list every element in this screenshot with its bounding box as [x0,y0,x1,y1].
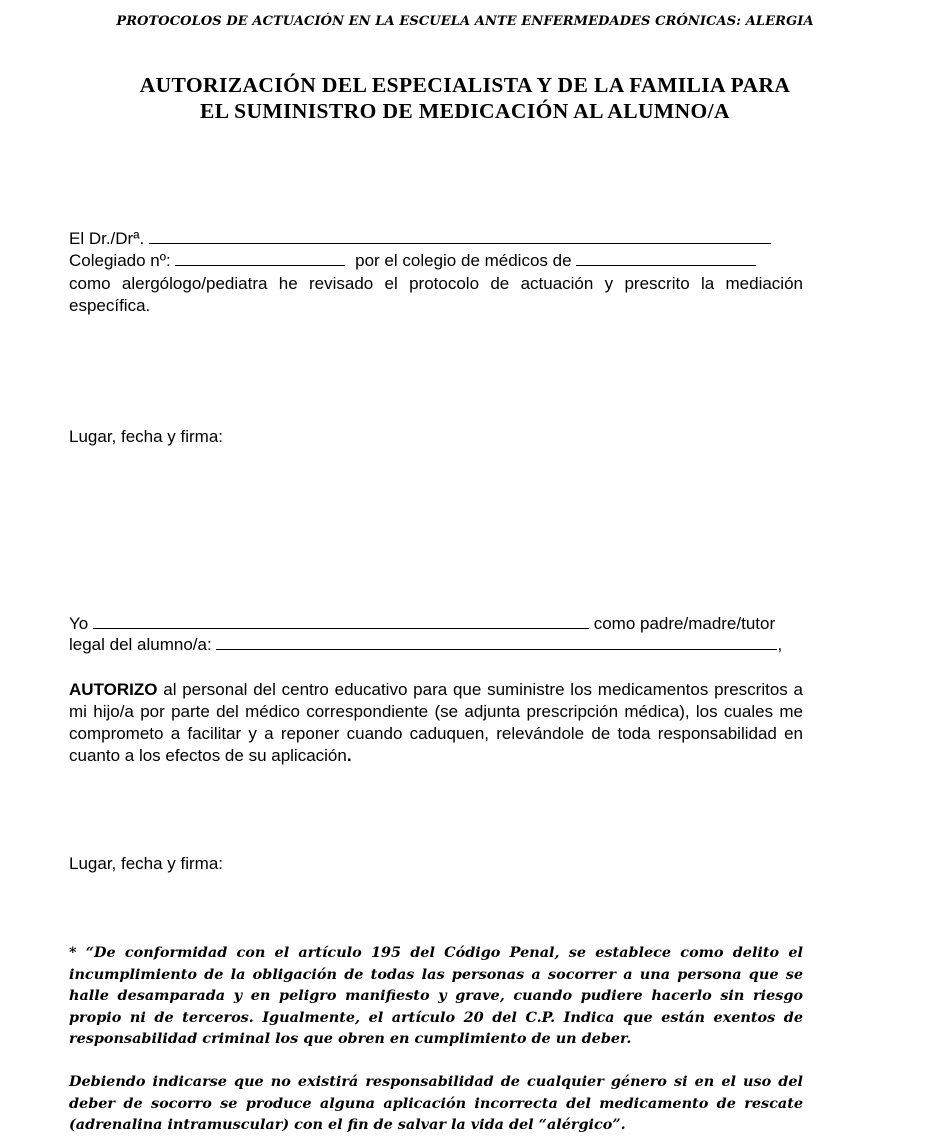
document-title [0,72,930,124]
parent-name-field[interactable] [93,614,589,629]
yo-label: Yo [69,614,89,633]
doctor-statement: como alergólogo/pediatra he revisado el protocolo de actuación y prescrito la mediación específica. [69,274,803,315]
autorizo-word: AUTORIZO [69,680,158,699]
footnote-paragraph-1: * “De conformidad con el artículo 195 del Código Penal, se establece como delito el incumplimiento de la obligación de todas las personas a socorrer a una persona que se halle desamparada y en peligro manifiesto y grave, cuando pudiere hacerlo sin riesgo propio ni de terceros. Igualmente, el artículo 20 del C.P. Indica que están exentos de responsabilidad criminal los que obren en cumplimiento de un deber. [69,944,803,1048]
colegiado-row [69,251,803,271]
title-line-2: EL SUMINISTRO DE MEDICACIÓN AL ALUMNO/A [200,99,730,123]
yo-row [69,614,805,634]
legal-row [69,635,782,655]
family-signature-label: Lugar, fecha y firma: [69,854,224,873]
doctor-name-row [69,229,771,249]
authorization-paragraph [69,679,803,767]
colegiado-number-field[interactable] [175,251,345,266]
tutor-label: como padre/madre/tutor [593,614,776,633]
doctor-name-field[interactable] [149,229,771,244]
colegiado-label: Colegiado nº: [69,251,171,270]
doctor-label: El Dr./Drª. [69,229,145,248]
authorization-text: al personal del centro educativo para que suministre los medicamentos prescritos a mi hijo/a por parte del médico correspondiente (se adjunta prescripción médica), los cuales me comprometo a facilitar y a reponer cuando caduquen, relevándole de toda responsabilidad en cuanto a los efectos de su aplicación [69,680,803,765]
footnote-paragraph-2: Debiendo indicarse que no existirá responsabilidad de cualquier género si en el uso del deber de socorro se produce alguna aplicación incorrecta del medicamento de rescate (adrenalina intramuscular) con el fin de salvar la vida del “alérgico”. [69,1073,803,1134]
student-name-field[interactable] [216,635,777,650]
title-line-1: AUTORIZACIÓN DEL ESPECIALISTA Y DE LA FAMILIA PARA [139,73,791,97]
legal-comma: , [777,635,783,654]
document-header: PROTOCOLOS DE ACTUACIÓN EN LA ESCUELA ANTE ENFERMEDADES CRÓNICAS: ALERGIA [116,14,814,29]
colegio-field[interactable] [576,251,756,266]
doctor-signature-label: Lugar, fecha y firma: [69,427,224,446]
authorization-period: . [346,746,352,765]
colegio-label: por el colegio de médicos de [355,251,572,270]
legal-label: legal del alumno/a: [69,635,212,654]
